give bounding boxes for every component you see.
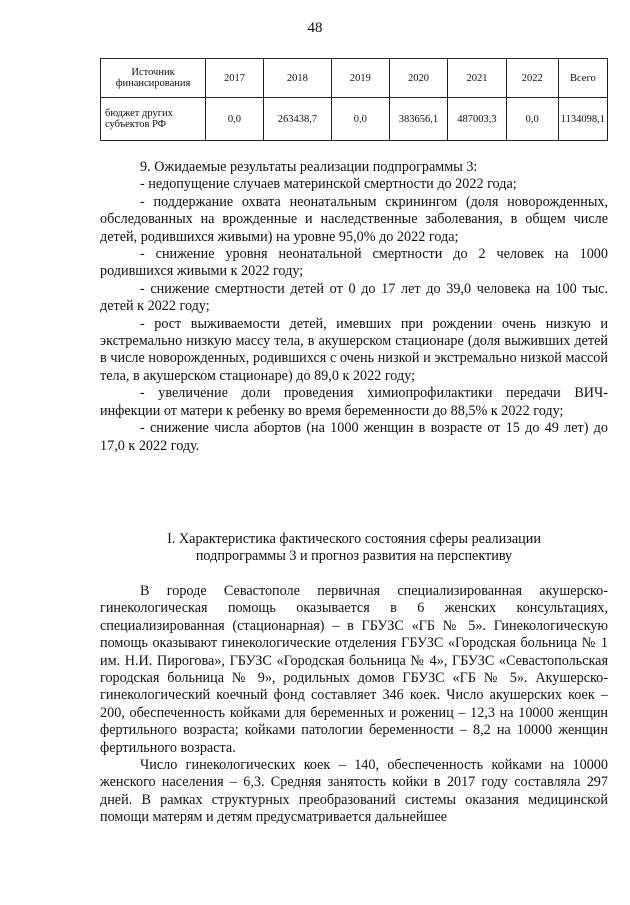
column-header-2021: 2021 — [448, 59, 506, 98]
body-paragraph: Число гинекологических коек – 140, обеспеченность койками на 10000 женского населения – 6,3. Средняя занятость койки в 2017 году составляла 297 дней. В рамках структурных преобразований системы оказания медицинской помощи матерям и детям предусматривается дальнейшее — [100, 757, 608, 826]
result-item: - снижение уровня неонатальной смертности до 2 человек на 1000 родившихся живыми к 2022 году; — [100, 246, 608, 280]
table-cell-2022: 0,0 — [506, 98, 558, 141]
section-heading-line: I. Характеристика фактического состояния сферы реализации — [167, 531, 541, 547]
expected-results — [100, 159, 608, 455]
result-item: - снижение смертности детей от 0 до 17 лет до 39,0 человека на 100 тыс. детей к 2022 году; — [100, 280, 608, 315]
section-body — [100, 583, 608, 827]
body-paragraph: В городе Севастополе первичная специализированная акушерско-гинекологическая помощь оказывается в 6 женских консультациях, специализированная (стационарная) – в ГБУЗС «ГБ № 5». Гинекологическую помощь оказывают гинекологические отделения ГБУЗС «Городская больница № 1 им. Н.И. Пирогова», ГБУЗС «Городская больница № 4», ГБУЗС «Севастопольская городская больница № 9», родильных домов ГБУЗС «ГБ № 5». Акушерско-гинекологический коечный фонд составляет 346 коек. Число акушерских коек – 200, обеспеченность койками для беременных и рожениц – 12,3 на 10000 женщин фертильного возраста; койками патологии беременности – 8,2 на 10000 женщин фертильного возраста. — [100, 583, 608, 756]
table-header-row — [101, 59, 608, 98]
table-cell-2019: 0,0 — [331, 98, 389, 141]
column-header-2020: 2020 — [389, 59, 447, 98]
section-heading — [100, 531, 608, 566]
page-number: 48 — [307, 20, 323, 36]
result-item: - рост выживаемости детей, имевших при рождении очень низкую и экстремально низкую массу тела, в акушерском стационаре (доля выживших детей в числе новорожденных, родившихся с очень низкой и экстремально низкой массой тела, в акушерском стационаре) до 89,0 к 2022 году; — [100, 315, 608, 384]
result-item: - поддержание охвата неонатальным скринингом (доля новорожденных, обследованных на врожденные и наследственные заболевания, в общем числе детей, родившихся живыми) на уровне 95,0% до 2022 года; — [100, 193, 608, 245]
column-header-2018: 2018 — [263, 59, 331, 98]
results-title: 9. Ожидаемые результаты реализации подпрограммы 3: — [140, 159, 478, 175]
table-cell-2021: 487003,3 — [448, 98, 506, 141]
column-header-total: Всего — [558, 59, 607, 98]
table-cell-source: бюджет других субъектов РФ — [101, 98, 206, 141]
result-item: - снижение числа абортов (на 1000 женщин в возрасте от 15 до 49 лет) до 17,0 к 2022 году. — [100, 420, 608, 454]
section-heading-line: подпрограммы 3 и прогноз развития на перспективу — [195, 548, 513, 565]
column-header-2017: 2017 — [206, 59, 264, 98]
table-row — [101, 98, 608, 141]
table-cell-2020: 383656,1 — [389, 98, 447, 141]
table-cell-2018: 263438,7 — [263, 98, 331, 141]
result-item: - увеличение доли проведения химиопрофилактики передачи ВИЧ-инфекции от матери к ребенку во время беременности до 88,5% к 2022 году; — [100, 385, 608, 419]
result-item: - недопущение случаев материнской смертности до 2022 года; — [140, 176, 517, 193]
financing-table — [100, 58, 608, 141]
table-cell-total: 1134098,1 — [558, 98, 607, 141]
column-header-2019: 2019 — [331, 59, 389, 98]
column-header-source: Источник финансирования — [101, 59, 206, 98]
column-header-2022: 2022 — [506, 59, 558, 98]
table-cell-2017: 0,0 — [206, 98, 264, 141]
